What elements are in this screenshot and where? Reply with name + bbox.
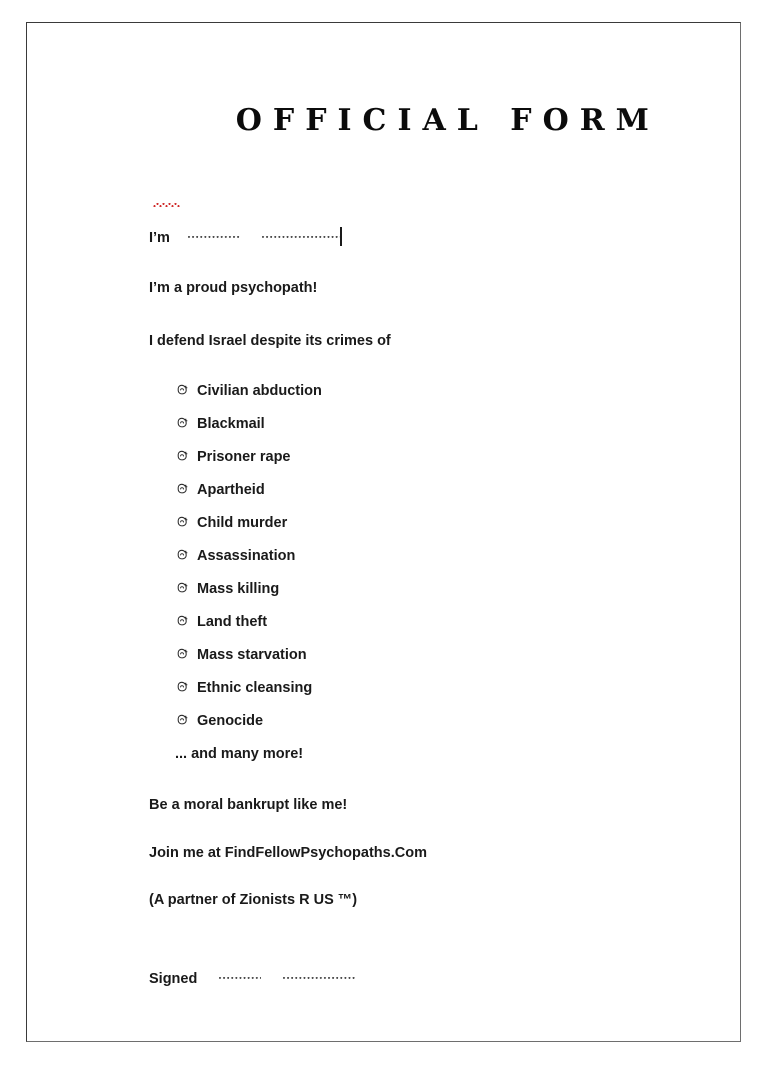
closing-line-partner: (A partner of Zionists R US ™) xyxy=(149,892,358,908)
list-item[interactable] xyxy=(175,374,709,407)
list-item-label: Assassination xyxy=(197,547,296,564)
signature-label: Signed xyxy=(149,970,198,987)
form-body xyxy=(149,223,709,992)
list-item[interactable] xyxy=(175,506,709,539)
list-item-label: Apartheid xyxy=(197,481,265,498)
signature-line xyxy=(149,972,709,992)
list-item-label: Mass starvation xyxy=(197,646,307,663)
pointing-hand-icon xyxy=(175,482,191,498)
list-item-label: Civilian abduction xyxy=(197,382,322,399)
list-item[interactable] xyxy=(175,572,709,605)
list-item[interactable] xyxy=(175,638,709,671)
name-blank-first[interactable] xyxy=(188,236,240,239)
list-item-label: Prisoner rape xyxy=(197,448,291,465)
statement-defend-israel: I defend Israel despite its crimes of xyxy=(149,332,391,349)
text-caret xyxy=(340,227,342,246)
signature-blank-first[interactable] xyxy=(219,977,261,980)
list-item[interactable] xyxy=(175,704,709,737)
page-title xyxy=(107,71,660,203)
list-item[interactable] xyxy=(175,473,709,506)
list-item[interactable] xyxy=(175,605,709,638)
pointing-hand-icon xyxy=(175,581,191,597)
statement-proud-psychopath: I’m a proud psychopath! xyxy=(149,280,318,296)
list-item-label: Genocide xyxy=(197,712,264,729)
list-item-label: Land theft xyxy=(197,613,268,630)
crimes-list xyxy=(149,374,709,737)
page-title-container xyxy=(27,71,740,203)
list-item[interactable] xyxy=(175,440,709,473)
pointing-hand-icon xyxy=(175,614,191,630)
name-entry-line xyxy=(149,223,709,246)
list-item-label: Ethnic cleansing xyxy=(197,679,313,696)
list-item[interactable] xyxy=(175,671,709,704)
closing-line-join: Join me at FindFellowPsychopaths.Com xyxy=(149,844,427,861)
pointing-hand-icon xyxy=(175,680,191,696)
signature-blank-second[interactable] xyxy=(283,977,355,980)
list-item[interactable] xyxy=(175,407,709,440)
list-item-label: Blackmail xyxy=(197,415,265,432)
list-item-label: Child murder xyxy=(197,514,288,531)
pointing-hand-icon xyxy=(175,647,191,663)
pointing-hand-icon xyxy=(175,383,191,399)
page-frame xyxy=(26,22,741,1042)
list-item[interactable] xyxy=(175,539,709,572)
spellcheck-squiggle-icon xyxy=(153,203,180,207)
closing-line-bankrupt: Be a moral bankrupt like me! xyxy=(149,797,348,813)
pointing-hand-icon xyxy=(175,713,191,729)
name-blank-second[interactable] xyxy=(262,236,340,239)
list-item-label: Mass killing xyxy=(197,580,280,597)
and-many-more-text: ... and many more! xyxy=(175,745,304,762)
pointing-hand-icon xyxy=(175,449,191,465)
pointing-hand-icon xyxy=(175,416,191,432)
page-title-text: OFFICIAL FORM xyxy=(235,103,660,138)
name-entry-label: I’m xyxy=(149,230,170,246)
pointing-hand-icon xyxy=(175,548,191,564)
pointing-hand-icon xyxy=(175,515,191,531)
